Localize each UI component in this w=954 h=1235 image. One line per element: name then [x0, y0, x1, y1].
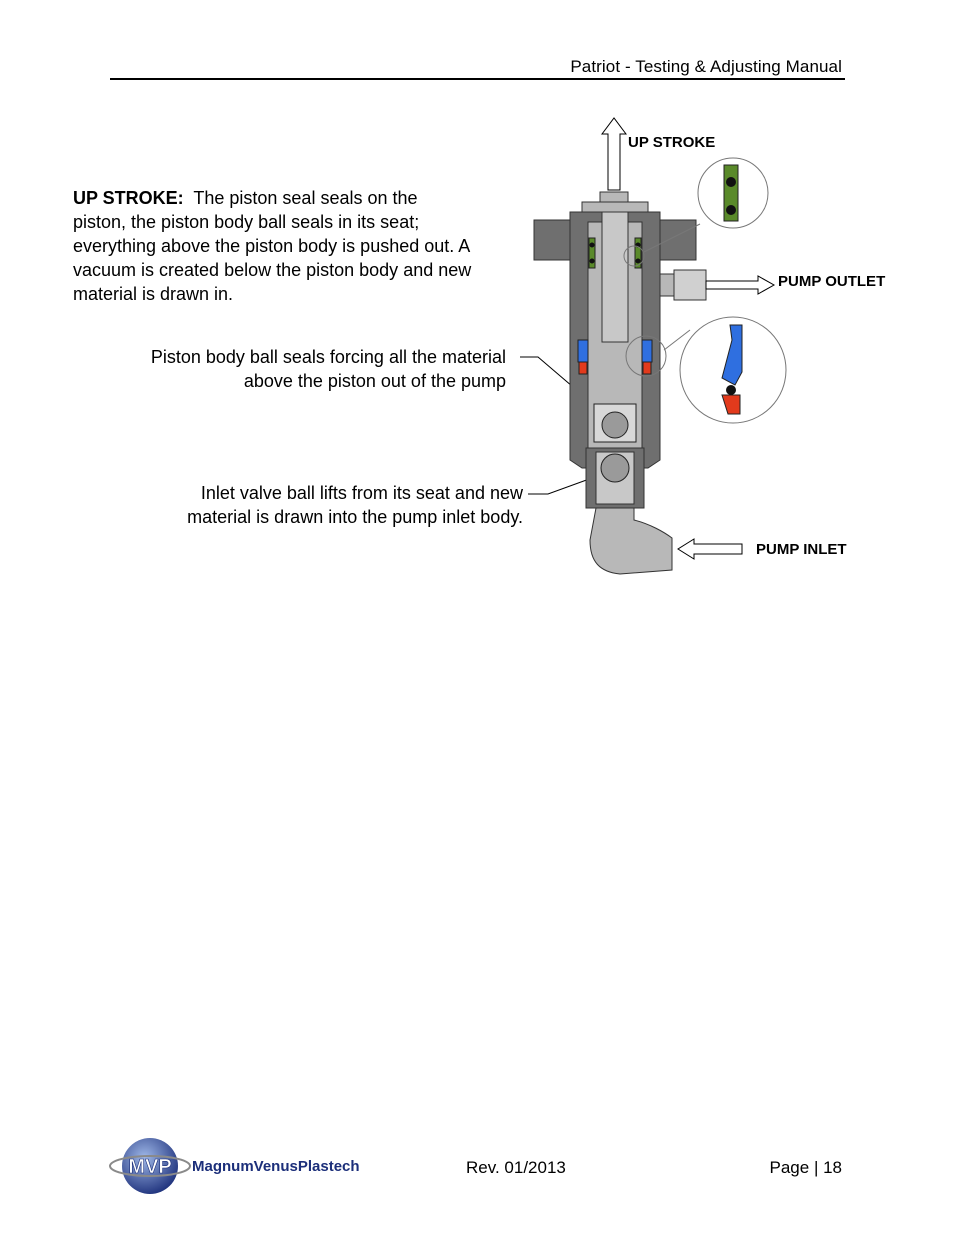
pump-cross-section-diagram	[520, 110, 800, 580]
pump-inlet-arrow	[678, 539, 742, 559]
up-stroke-paragraph	[73, 186, 473, 306]
header-rule	[110, 78, 845, 80]
logo-mark: MVP	[128, 1156, 172, 1178]
up-stroke-heading: UP STROKE:	[73, 188, 184, 208]
label-up-stroke: UP STROKE	[628, 134, 716, 151]
callout-piston-line-1: Piston body ball seals forcing all the material	[150, 347, 506, 367]
footer-page-number: Page | 18	[769, 1158, 842, 1177]
up-stroke-text: The piston seal seals on the piston, the piston body ball seals in its seat; everything above the piston body is pushed out. A vacuum is created below the piston body and new material is drawn in.	[73, 188, 472, 304]
callout-piston-ball	[100, 345, 506, 393]
inlet-elbow	[590, 508, 672, 574]
mvp-logo	[108, 1133, 398, 1197]
callout-inlet-valve	[120, 481, 523, 529]
up-stroke-arrow	[602, 118, 626, 190]
label-pump-inlet: PUMP INLET	[756, 541, 847, 558]
header-title: Patriot - Testing & Adjusting Manual	[570, 57, 842, 76]
callout-inlet-line-2: material is drawn into the pump inlet body.	[187, 507, 523, 527]
pump-outlet-arrow	[706, 276, 774, 294]
label-pump-outlet: PUMP OUTLET	[778, 273, 886, 290]
footer-revision: Rev. 01/2013	[466, 1158, 566, 1177]
callout-piston-line-2: above the piston out of the pump	[243, 371, 506, 391]
logo-wordmark: MagnumVenusPlastech	[192, 1158, 360, 1175]
callout-inlet-leader	[528, 478, 592, 494]
callout-inlet-line-1: Inlet valve ball lifts from its seat and new	[200, 483, 523, 503]
